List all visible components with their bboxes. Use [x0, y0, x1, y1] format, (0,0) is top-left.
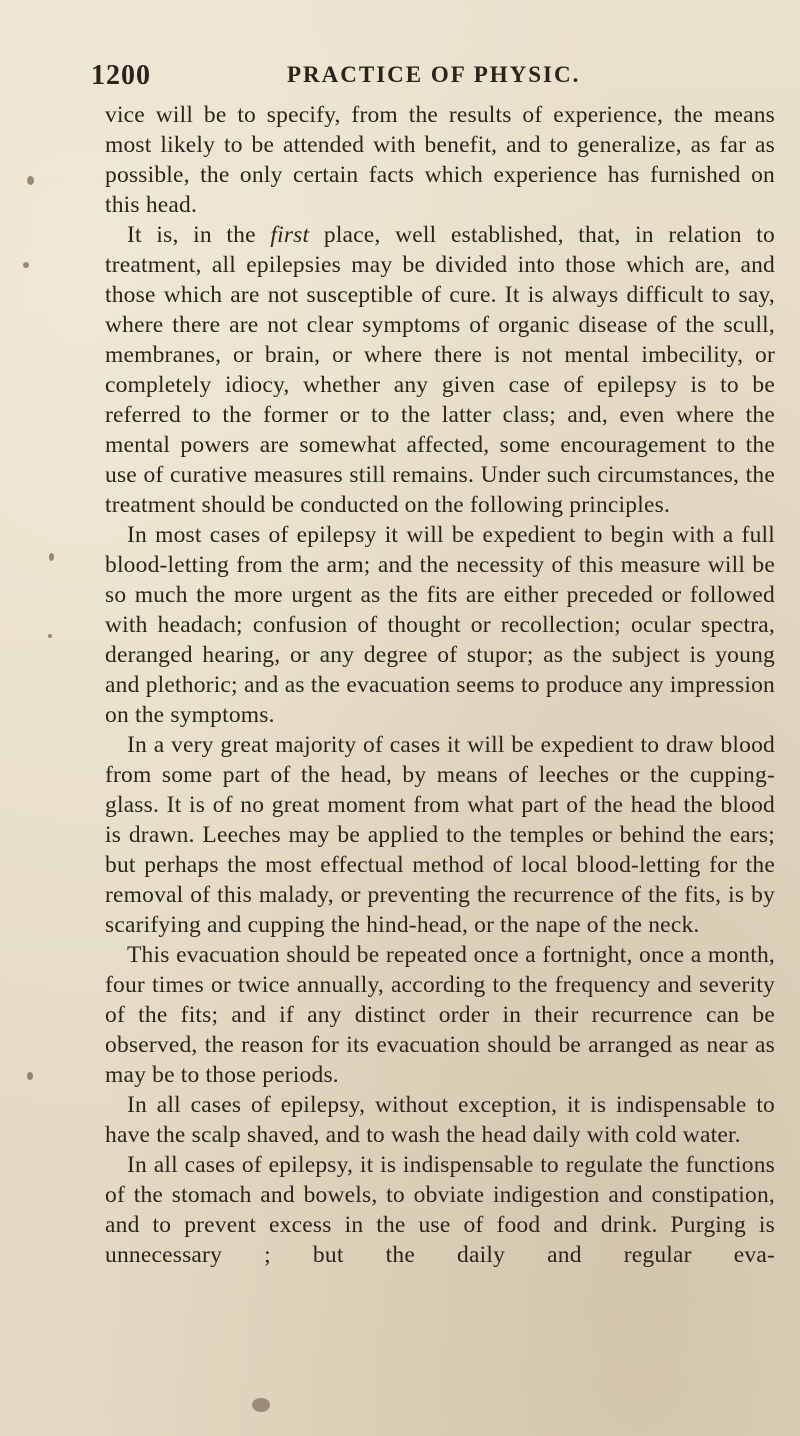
emphasis-first: first — [270, 222, 310, 248]
paragraph-repetition: This evacuation should be repeated once a fortnight, once a month, four times or twice annually, according to the frequency and severity of the fits; and if any distinct order in their recurrence can be observed, the reason for its evacuation should be arranged as near as may be to those periods. — [105, 942, 775, 1088]
paragraph-scalp: In all cases of epilepsy, without exception, it is indispensable to have the scalp shaved, and to wash the head daily with cold water. — [105, 1092, 775, 1148]
paragraph-text: place, well established, that, in relation to treatment, all epilepsies may be divided into those which are, and those which are not susceptible of cure. It is always difficult to say, where there are not clear symptoms of organic disease of the scull, membranes, or brain, or where there is not mental imbecility, or completely idiocy, whether any given case of epilepsy is to be referred to the former or to the latter class; and, even where the mental powers are somewhat affected, some encouragement to the use of curative measures still remains. Under such circumstances, the treatment should be conducted on the following principles. — [105, 222, 775, 518]
ink-blot — [27, 176, 34, 185]
body-text — [105, 100, 775, 1270]
paragraph-continuation: vice will be to specify, from the results of experience, the means most likely to be attended with benefit, and to generalize, as far as possible, the only certain facts which experience has furnished on this head. — [105, 102, 775, 218]
paragraph-classification — [105, 220, 775, 520]
page-number: 1200 — [91, 60, 151, 91]
ink-blot — [27, 1072, 33, 1080]
paragraph-blood-letting: In most cases of epilepsy it will be expedient to begin with a full blood-letting from the arm; and the necessity of this measure will be so much the more urgent as the fits are either preceded or followed with headach; confusion of thought or recollection; ocular spectra, deranged hearing, or any degree of stupor; as the subject is young and plethoric; and as the evacuation seems to produce any impression on the symptoms. — [105, 522, 775, 728]
running-title: PRACTICE OF PHYSIC. — [287, 62, 581, 87]
ink-blot — [23, 262, 29, 268]
paragraph-text: It is, in the — [127, 222, 271, 248]
ink-blot — [49, 553, 54, 561]
paragraph-leeches: In a very great majority of cases it will be expedient to draw blood from some part of the head, by means of leeches or the cupping-glass. It is of no great moment from what part of the head the blood is drawn. Leeches may be applied to the temples or behind the ears; but perhaps the most effectual method of local blood-letting for the removal of this malady, or preventing the recurrence of the fits, is by scarifying and cupping the hind-head, or the nape of the neck. — [105, 732, 775, 938]
ink-blot — [48, 634, 52, 638]
ink-blot — [252, 1398, 270, 1412]
running-head — [91, 60, 760, 96]
paragraph-stomach: In all cases of epilepsy, it is indispensable to regulate the functions of the stomach and bowels, to obviate indigestion and constipation, and to prevent excess in the use of food and drink. Purging is unnecessary ; but the daily and regular eva- — [105, 1152, 775, 1268]
